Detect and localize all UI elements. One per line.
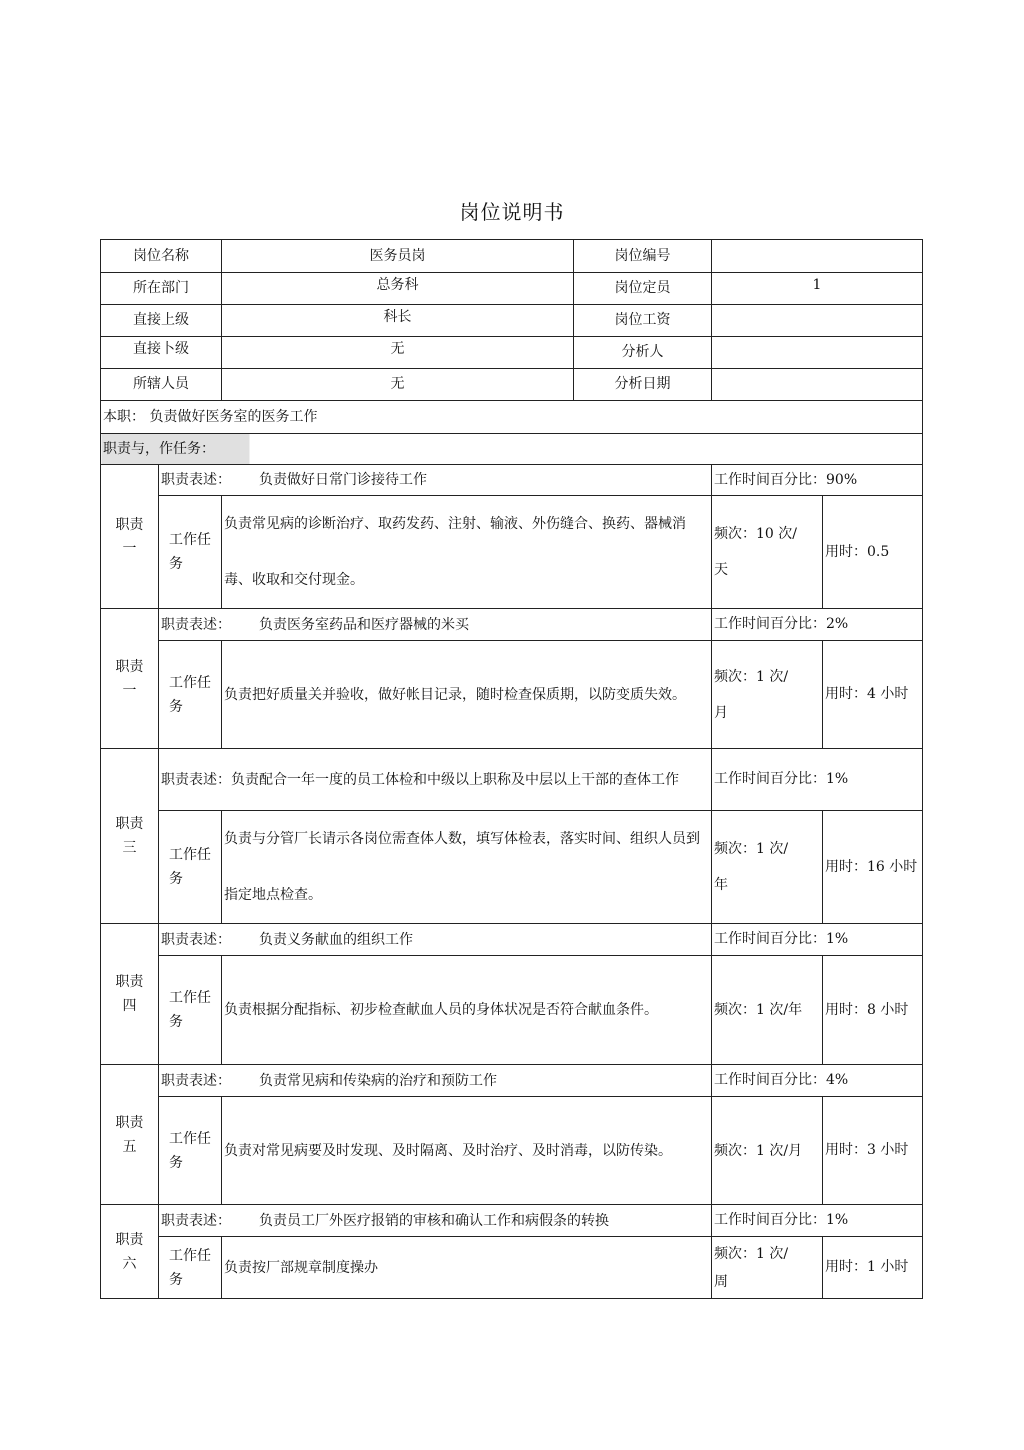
task-text: 负责对常见病要及时发现、及时隔离、及时治疗、及时消毒，以防传染。 xyxy=(222,1097,712,1205)
duty-label xyxy=(101,1205,159,1299)
duty-statement-label: 职责表述： xyxy=(161,616,231,633)
duty-statement-text: 负责做好日常门诊接待工作 xyxy=(259,472,427,488)
duty-statement-row xyxy=(101,749,923,811)
header-label: 直接上级 xyxy=(101,305,222,337)
task-frequency: 频次：1 次/ 月 xyxy=(712,641,823,749)
duty-task-row xyxy=(101,1237,923,1299)
duty-percent: 工作时间百分比：4% xyxy=(712,1065,923,1097)
task-frequency: 频次：10 次/ 天 xyxy=(712,496,823,609)
task-text: 负责按厂部规章制度操办 xyxy=(222,1237,712,1299)
page-title: 岗位说明书 xyxy=(459,200,565,224)
header-label: 岗位工资 xyxy=(574,305,712,337)
header-row xyxy=(101,273,923,305)
duty-statement-text: 负责常见病和传染病的治疗和预防工作 xyxy=(259,1072,497,1089)
header-value xyxy=(712,369,923,401)
duty-statement xyxy=(159,1205,712,1237)
task-frequency: 频次：1 次/ 年 xyxy=(712,811,823,924)
task-time: 用时：4 小时 xyxy=(823,641,923,749)
duty-label xyxy=(101,1065,159,1205)
header-label: 岗位编号 xyxy=(574,240,712,273)
task-text: 负责常见病的诊断治疗、取药发药、注射、输液、外伤缝合、换药、器械消毒、收取和交付现金。 xyxy=(222,496,712,609)
task-label-text: 工作任 务 xyxy=(169,990,211,1030)
duty-statement-text: 负责员工厂外医疗报销的审核和确认工作和病假条的转换 xyxy=(259,1212,609,1229)
task-label xyxy=(159,811,222,924)
duty-statement xyxy=(159,465,712,496)
task-text: 负责把好质量关并验收，做好帐目记录，随时检查保质期，以防变质失效。 xyxy=(222,641,712,749)
duty-statement xyxy=(159,1065,712,1097)
duty-statement-row xyxy=(101,1205,923,1237)
header-label: 分析人 xyxy=(574,337,712,369)
task-time: 用时：16 小时 xyxy=(823,811,923,924)
task-label xyxy=(159,1237,222,1299)
task-label-text: 工作任 务 xyxy=(169,532,211,572)
duty-percent: 工作时间百分比：2% xyxy=(712,609,923,641)
task-time: 用时：1 小时 xyxy=(823,1237,923,1299)
duty-statement-row xyxy=(101,924,923,956)
duty-label-text: 职责 四 xyxy=(115,974,144,1014)
task-label-text: 工作任 务 xyxy=(169,1247,211,1288)
header-label: 所在部门 xyxy=(101,273,222,305)
task-frequency: 频次：1 次/ 周 xyxy=(712,1237,823,1299)
duty-statement-label: 职责表述： xyxy=(161,931,231,948)
duty-task-row xyxy=(101,496,923,609)
task-label xyxy=(159,1097,222,1205)
duty-statement-text: 负责配合一年一度的员工体检和中级以上职称及中层以上干部的查体工作 xyxy=(231,771,679,788)
task-label-text: 工作任 务 xyxy=(169,1130,211,1171)
duty-statement xyxy=(159,609,712,641)
header-row xyxy=(101,337,923,369)
header-label: 分析日期 xyxy=(574,369,712,401)
duty-percent: 工作时间百分比：1% xyxy=(712,1205,923,1237)
duty-statement-row xyxy=(101,609,923,641)
task-label-text: 工作任 务 xyxy=(169,674,211,715)
header-value xyxy=(712,337,923,369)
header-label: 岗位定员 xyxy=(574,273,712,305)
duty-task-row xyxy=(101,811,923,924)
task-label xyxy=(159,956,222,1065)
duty-task-row xyxy=(101,956,923,1065)
duty-statement-label: 职责表述： xyxy=(161,472,231,488)
duty-statement xyxy=(159,924,712,956)
header-value: 无 xyxy=(222,337,574,369)
task-label xyxy=(159,496,222,609)
duty-statement-label: 职责表述： xyxy=(161,771,231,788)
task-time: 用时：0.5 xyxy=(823,496,923,609)
duty-statement-label: 职责表述： xyxy=(161,1212,231,1229)
header-value xyxy=(712,240,923,273)
header-row xyxy=(101,305,923,337)
header-value: 1 xyxy=(712,273,923,305)
duty-label xyxy=(101,749,159,924)
header-row xyxy=(101,240,923,273)
duty-percent: 工作时间百分比：1% xyxy=(712,924,923,956)
task-label-text: 工作任 务 xyxy=(169,847,211,887)
duty-label-text: 职责 一 xyxy=(115,658,144,699)
task-frequency: 频次：1 次/月 xyxy=(712,1097,823,1205)
duty-statement-label: 职责表述： xyxy=(161,1072,231,1089)
task-text: 负责与分管厂长请示各岗位需查体人数，填写体检表，落实时间、组织人员到指定地点检查。 xyxy=(222,811,712,924)
header-value: 总务科 xyxy=(222,273,574,305)
duty-task-row xyxy=(101,1097,923,1205)
duty-label-text: 职责 三 xyxy=(115,816,144,856)
header-label: 岗位名称 xyxy=(101,240,222,273)
duties-heading-row xyxy=(101,434,923,465)
duty-label xyxy=(101,609,159,749)
duty-statement xyxy=(159,749,712,811)
duty-percent: 工作时间百分比：1% xyxy=(712,749,923,811)
task-time: 用时：8 小时 xyxy=(823,956,923,1065)
duty-label-text: 职责 五 xyxy=(115,1114,144,1155)
task-frequency: 频次：1 次/年 xyxy=(712,956,823,1065)
header-value: 科长 xyxy=(222,305,574,337)
header-value xyxy=(712,305,923,337)
duty-statement-text: 负责医务室药品和医疗器械的米买 xyxy=(259,616,469,633)
duty-label xyxy=(101,924,159,1065)
task-label xyxy=(159,641,222,749)
duties-heading: 职责与，作任务： xyxy=(101,434,923,465)
duty-statement-row xyxy=(101,465,923,496)
primary-duty: 本职： 负责做好医务室的医务工作 xyxy=(101,401,923,434)
header-label: 所辖人员 xyxy=(101,369,222,401)
duty-statement-text: 负责义务献血的组织工作 xyxy=(259,931,413,948)
duty-label-text: 职责 一 xyxy=(115,516,144,557)
duty-label xyxy=(101,465,159,609)
primary-duty-row xyxy=(101,401,923,434)
header-value: 医务员岗 xyxy=(222,240,574,273)
task-time: 用时：3 小时 xyxy=(823,1097,923,1205)
job-description-table xyxy=(100,239,923,1299)
duty-task-row xyxy=(101,641,923,749)
header-row xyxy=(101,369,923,401)
header-value: 无 xyxy=(222,369,574,401)
duty-label-text: 职责 六 xyxy=(115,1231,144,1272)
duty-statement-row xyxy=(101,1065,923,1097)
header-label: 直接卜级 xyxy=(101,337,222,369)
task-text: 负责根据分配指标、初步检查献血人员的身体状况是否符合献血条件。 xyxy=(222,956,712,1065)
duty-percent: 工作时间百分比：90% xyxy=(712,465,923,496)
